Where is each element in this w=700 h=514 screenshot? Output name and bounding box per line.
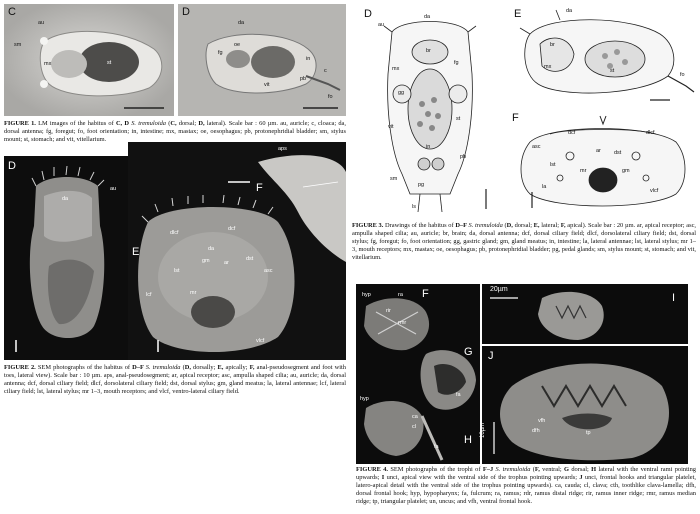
fig2-e-tag-dcf: dcf	[228, 226, 236, 232]
fig4-caption-h: H	[591, 466, 597, 473]
fig1-c-label: C	[8, 6, 16, 18]
fig2-e-tag-dst: dst	[246, 256, 254, 262]
fig3-e-tag-fo: fo	[680, 72, 685, 78]
fig2-f-label: F	[256, 182, 263, 194]
fig2-caption-text6: anal-pseudosegment and foot with toes, lateral view). Scale bar : 10 µm. aps, anal-pseudosegment; ar, apical receptor; asc, ampulla shaped cilia; au, auricle; da, dorsal antenna; dcf, dorsal ciliary field; dlcf, dorsolateral ciliary field; dst, dorsal stylus; gm, gland meatus; la, lateral antennae; lcf, lateral ciliary field; lst, lateral stylus; mr 1–3, mouth receptors; and vlcf, ventro-lateral ciliary field.	[4, 364, 346, 396]
fig3-e-tag-br: br	[550, 42, 555, 48]
fig1-d-tag-pb: pb	[300, 76, 307, 82]
fig1-caption	[4, 120, 346, 144]
fig3-e-drawing	[500, 4, 696, 108]
fig4-caption-text6: lateral with the ventral rami pointing upwards;	[356, 466, 697, 482]
fig3-d-tag-au: au	[378, 22, 385, 28]
fig3-f-tag-lst: lst	[550, 162, 556, 168]
fig4-j-label: J	[488, 350, 494, 362]
fig2-e-tag-da: da	[208, 246, 215, 252]
fig3-caption-species: S. tremuloida	[468, 222, 503, 229]
fig4-panel-j	[482, 346, 688, 464]
fig3-caption-text6: apical). Scale bar : 20 µm. ar, apical receptor; asc, ampulla shaped cilia; au, auricle; br, brain; da, dorsal antenna; dcf, dorsal ciliary field; dlcf, dorsolateral ciliary field; dst, dorsal stylus; fg, foregut; fo, foot orientation; gg, gastric gland; gm, gland meatus; in, intestine; la, lateral antennae; lst, lateral stylus; mr 1–3, mouth receptors; mx, mastax; oe, oesophagus; pb, protonephridial bladder; pg, pedal glands; sm, stylus mount; st, stomach; and vit, vitellarium.	[352, 222, 697, 262]
fig1-d-tag-c: c	[324, 68, 327, 74]
fig4-h-tag-hyp: hyp	[360, 396, 369, 402]
fig1-d-tag-oe: oe	[234, 42, 241, 48]
fig4-f-tag-hyp: hyp	[362, 292, 371, 298]
fig4-caption-text7: unci, apical view with the ventral side of the trophus pointing upwards;	[384, 474, 580, 482]
fig3-d-tag-pg: pg	[418, 182, 425, 188]
fig1-d-label: D	[182, 6, 190, 18]
fig1-d-tag-fo: fo	[328, 94, 333, 100]
fig3-f-tag-vlcf: vlcf	[650, 188, 659, 194]
fig2-f-tag-aps: aps	[278, 146, 287, 152]
fig2-e-tag-asc: asc	[264, 268, 273, 274]
fig1-panel-d	[178, 4, 346, 116]
fig1-c-micrograph	[4, 4, 174, 116]
fig2-caption-title: FIGURE 2.	[4, 364, 36, 371]
fig4-h-tag-ca: ca	[412, 414, 418, 420]
fig4-g-tag-fa: fa	[456, 392, 461, 398]
fig4-j-tag-dfh: dfh	[532, 428, 540, 434]
fig1-panel-c	[4, 4, 174, 116]
fig2-e-tag-vlcf: vlcf	[256, 338, 265, 344]
fig4-caption-text5: dorsal;	[569, 466, 592, 473]
fig3-d-tag-ls: ls	[412, 204, 416, 210]
fig4-caption-j: J	[579, 474, 583, 482]
fig1-d-micrograph	[178, 4, 346, 116]
fig3-panel-e	[500, 4, 696, 108]
fig1-caption-text1: LM images of the habitus of	[35, 120, 116, 127]
fig2-e-tag-lcf: lcf	[146, 292, 152, 298]
fig2-e-tag-mr: mr	[190, 290, 197, 296]
fig2-d-tag-da: da	[62, 196, 69, 202]
fig4-caption-text8: unci, frontal hooks and triangular platelet, latero-apical detail with the ventral side of the trophus pointing upwards). ca, cauda; cl, clava; cth, toothlike clava-lamella; dfh, dorsal frontal hook; hyp, hypopharynx; fa, fulcrum; ra, ramus; rdr, ramus distal ridge; rir, ramus inner ridge; rmr, ramus median ridge; tp, triangular platelet; un, uncus; and vfh, ventral frontal hook.	[356, 474, 696, 506]
fig3-caption-text1: Drawings of the habitus of	[383, 222, 456, 229]
fig3-f-tag-dlcf: dlcf	[646, 130, 655, 136]
fig3-f-tag-gm: gm	[622, 168, 630, 174]
fig1-caption-c: C,	[170, 120, 177, 127]
fig3-f-tag-dst: dst	[614, 150, 622, 156]
fig3-f-tag-mr: mr	[580, 168, 587, 174]
fig4-f-tag-rir: rir	[386, 308, 391, 314]
fig4-caption-text1: SEM photographs of the trophi of	[388, 466, 483, 473]
fig2-caption-species: S. tremuloida	[145, 364, 181, 371]
fig3-d-tag-gg: gg	[398, 90, 405, 96]
fig2-e-tag-gm: gm	[202, 258, 210, 264]
fig2-caption-text4: dorsally;	[190, 364, 218, 371]
fig4-j-scale: 10µm	[480, 422, 486, 438]
fig3-d-tag-vit: vit	[388, 124, 394, 130]
fig4-j-tag-vfh: vfh	[538, 418, 546, 424]
fig3-d-drawing	[362, 4, 498, 218]
fig4-i-label: I	[672, 292, 676, 304]
fig4-f-tag-ra: ra	[398, 292, 403, 298]
fig4-j-micrograph	[482, 346, 688, 464]
fig1-caption-text3: (	[166, 120, 171, 127]
fig3-caption-text4: dorsal;	[512, 222, 534, 229]
fig4-panel-i	[482, 284, 688, 344]
fig4-h-tag-cl: cl	[412, 424, 416, 430]
fig4-j-tag-tp: tp	[586, 430, 591, 436]
fig3-d-label: D	[364, 8, 372, 20]
fig1-caption-text5: lateral). Scale bar : 60 µm. au, auricle; c, cloaca; da, dorsal antenna; fg, foregut; fo, foot orientation; in, intestine; mx, mastax; oe, oesophagus; pb, protonephridial bladder; sm, stylus mount; st, stomach; and vit, vitellarium.	[4, 120, 346, 144]
fig3-caption-text2: D–F	[455, 222, 469, 229]
fig2-e-tag-ar: ar	[224, 260, 229, 266]
fig2-caption-text2: D–F	[132, 364, 146, 371]
fig1-c-tag-sm: sm	[14, 42, 22, 48]
fig1-caption-text4: dorsal;	[176, 120, 199, 127]
fig4-caption-species: S. tremuloida	[495, 466, 531, 473]
fig4-fgh-micrograph	[356, 284, 480, 464]
fig2-e-tag-dlcf: dlcf	[170, 230, 179, 236]
fig3-caption-title: FIGURE 3.	[352, 222, 384, 229]
fig2-panel-d	[4, 156, 128, 360]
fig4-caption	[356, 466, 696, 506]
fig3-caption-d: D,	[506, 222, 513, 229]
fig4-caption-text4: ventral;	[539, 466, 565, 473]
fig3-d-tag-sm: sm	[390, 176, 398, 182]
fig3-caption	[352, 222, 696, 262]
fig4-h-label: H	[464, 434, 472, 446]
fig3-panel-d	[362, 4, 498, 218]
fig4-f-label: F	[422, 288, 429, 300]
fig4-caption-g: G	[564, 466, 570, 473]
fig2-panel-ef	[128, 142, 346, 360]
fig3-e-label: E	[514, 8, 522, 20]
fig3-caption-e: E,	[533, 222, 540, 229]
fig3-caption-text5: lateral;	[539, 222, 561, 229]
fig2-caption	[4, 364, 346, 396]
fig3-panel-f	[510, 112, 696, 216]
fig2-d-label: D	[8, 160, 16, 172]
fig4-caption-title: FIGURE 4.	[356, 466, 388, 473]
fig2-caption-text5: apically;	[223, 364, 250, 371]
fig3-caption-text3: (	[502, 222, 507, 229]
fig4-i-micrograph	[482, 284, 688, 344]
fig1-c-tag-st: st	[107, 60, 112, 66]
fig1-caption-text2: C, D	[115, 120, 132, 127]
fig4-i-scale: 20µm	[490, 286, 508, 293]
fig1-d-tag-da: da	[238, 20, 245, 26]
fig4-caption-i: I	[381, 474, 385, 482]
fig1-d-tag-in: in	[306, 56, 311, 62]
fig3-d-tag-in: in	[426, 144, 431, 150]
fig2-caption-text1: SEM photographs of the habitus of	[35, 364, 133, 371]
fig3-d-tag-br: br	[426, 48, 431, 54]
fig3-d-tag-da: da	[424, 14, 431, 20]
fig3-d-tag-fg: fg	[454, 60, 459, 66]
fig3-e-tag-da: da	[566, 8, 573, 14]
fig4-f-tag-rmr: rmr	[398, 320, 407, 326]
fig1-caption-title: FIGURE 1.	[4, 120, 36, 127]
fig2-caption-f: F,	[249, 364, 255, 371]
fig3-caption-f: F,	[560, 222, 566, 229]
fig4-caption-text2: F–J	[482, 466, 496, 473]
fig3-d-tag-st: st	[456, 116, 461, 122]
fig1-c-tag-mx: mx	[44, 61, 52, 67]
fig2-caption-d: D,	[184, 364, 191, 371]
fig2-caption-e: E,	[217, 364, 224, 371]
fig3-f-tag-la: la	[542, 184, 547, 190]
fig1-caption-species: S. tremuloida	[131, 120, 167, 127]
fig2-d-tag-au: au	[110, 186, 117, 192]
fig4-h-tag-fa: fa	[434, 444, 439, 450]
fig3-d-tag-pb: pb	[460, 154, 467, 160]
fig1-d-tag-vit: vit	[264, 82, 270, 88]
fig3-f-tag-asc: asc	[532, 144, 541, 150]
fig1-d-tag-fg: fg	[218, 50, 223, 56]
fig4-g-label: G	[464, 346, 473, 358]
fig1-c-tag-au: au	[38, 20, 45, 26]
fig4-caption-text3: (	[530, 466, 535, 473]
fig3-d-tag-mx: mx	[392, 66, 400, 72]
fig2-e-label: E	[132, 246, 140, 258]
fig2-caption-text3: (	[180, 364, 185, 371]
fig4-caption-f: F,	[534, 466, 540, 473]
fig3-e-tag-st: st	[610, 68, 615, 74]
fig3-f-label: F	[512, 112, 519, 124]
fig1-caption-d: D,	[198, 120, 205, 127]
fig3-f-tag-dcf: dcf	[568, 130, 576, 136]
fig2-e-tag-lst: lst	[174, 268, 180, 274]
fig2-e-micrograph	[128, 142, 346, 360]
fig3-f-drawing	[510, 112, 696, 216]
fig4-panel-fgh	[356, 284, 480, 464]
fig3-e-tag-mx: mx	[544, 64, 552, 70]
fig3-f-tag-ar: ar	[596, 148, 601, 154]
